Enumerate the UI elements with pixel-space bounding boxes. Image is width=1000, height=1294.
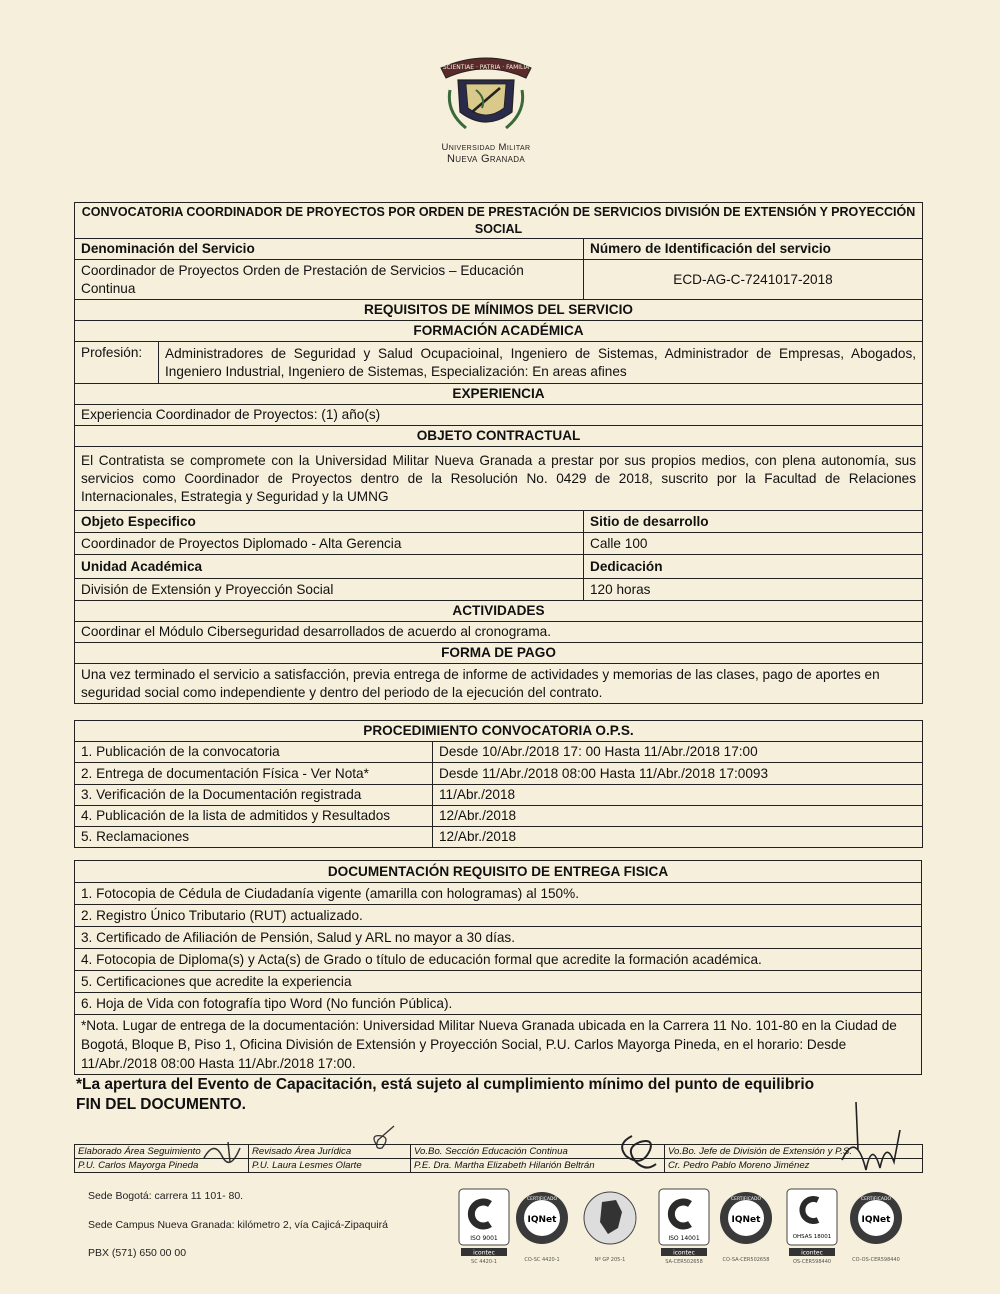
procedimiento-step: 3. Verificación de la Documentación registrada: [75, 785, 433, 806]
experiencia-value: Experiencia Coordinador de Proyectos: (1) año(s): [75, 405, 923, 426]
procedimiento-step: 1. Publicación de la convocatoria: [75, 742, 433, 763]
svg-text:SA-CER502658: SA-CER502658: [665, 1259, 703, 1264]
svg-text:SCIENTIAE · PATRIA · FAMILIA: SCIENTIAE · PATRIA · FAMILIA: [442, 64, 530, 71]
documentacion-item: 2. Registro Único Tributario (RUT) actualizado.: [75, 905, 922, 927]
forma-pago-title: FORMA DE PAGO: [75, 643, 923, 664]
svg-text:IQNet: IQNet: [861, 1215, 891, 1225]
requisitos-title: REQUISITOS DE MÍNIMOS DEL SERVICIO: [75, 300, 923, 321]
icontec-icon: [658, 1188, 710, 1264]
sitio-value: Calle 100: [584, 533, 923, 555]
svg-text:OS-CER598440: OS-CER598440: [792, 1259, 832, 1264]
denominacion-label: Denominación del Servicio: [75, 239, 584, 260]
convocatoria-title: CONVOCATORIA COORDINADOR DE PROYECTOS POR ORDEN DE PRESTACIÓN DE SERVICIOS DIVISIÓN DE EXTENSIÓN Y PROYECCIÓN SOCIAL: [75, 203, 923, 239]
unidad-value: División de Extensión y Proyección Social: [75, 579, 584, 601]
svg-text:IQNet: IQNet: [731, 1215, 761, 1225]
unidad-label: Unidad Académica: [75, 555, 584, 579]
procedimiento-date: 12/Abr./2018: [433, 806, 923, 827]
signature-table: [74, 1144, 923, 1173]
documentacion-table: [74, 860, 922, 1075]
documentacion-title: DOCUMENTACIÓN REQUISITO DE ENTREGA FISICA: [75, 861, 922, 883]
documentacion-item: 6. Hoja de Vida con fotografía tipo Word (No función Pública).: [75, 993, 922, 1015]
svg-text:icontec: icontec: [801, 1249, 823, 1257]
icontec-ohsas-logo: [786, 1188, 838, 1269]
svg-text:CERTIFICADO: CERTIFICADO: [860, 1197, 892, 1202]
svg-text:IQNet: IQNet: [527, 1215, 557, 1225]
icontec-icon: [786, 1188, 838, 1264]
dedicacion-label: Dedicación: [584, 555, 923, 579]
actividades-title: ACTIVIDADES: [75, 601, 923, 622]
closing-line-2: FIN DEL DOCUMENTO.: [76, 1096, 246, 1113]
svg-text:CERTIFICADO: CERTIFICADO: [526, 1197, 558, 1202]
university-logo: [430, 50, 542, 165]
sign-name: Cr. Pedro Pablo Moreno Jiménez: [665, 1159, 923, 1173]
documentacion-item: 3. Certificado de Afiliación de Pensión, Salud y ARL no mayor a 30 días.: [75, 927, 922, 949]
profesion-label: Profesión:: [75, 342, 159, 384]
sign-name: P.U. Carlos Mayorga Pineda: [75, 1159, 249, 1173]
documentacion-item: 1. Fotocopia de Cédula de Ciudadanía vigente (amarilla con hologramas) al 150%.: [75, 883, 922, 905]
sign-role: Elaborado Área Seguimiento: [75, 1145, 249, 1159]
profesion-value: Administradores de Seguridad y Salud Ocupacioinal, Ingeniero de Sistemas, Administrador de Empresas, Abogados, Ingeniero Industrial, Ingeniero de Sistemas, Especialización: En areas afines: [159, 342, 923, 384]
svg-text:icontec: icontec: [473, 1249, 495, 1257]
closing-line-1: *La apertura del Evento de Capacitación, está sujeto al cumplimiento mínimo del punto de equilibrio: [76, 1076, 815, 1093]
svg-text:ISO 9001: ISO 9001: [470, 1235, 498, 1242]
actividades-value: Coordinar el Módulo Ciberseguridad desarrollados de acuerdo al cronograma.: [75, 622, 923, 643]
footer-pbx: PBX (571) 650 00 00: [88, 1247, 187, 1259]
procedimiento-table: [74, 720, 923, 848]
colombia-map-icon: [582, 1188, 638, 1264]
logo-line-2: Nueva Granada: [447, 153, 525, 165]
gp-certification-logo: [582, 1188, 638, 1269]
sign-role: Revisado Área Jurídica: [249, 1145, 411, 1159]
sign-role: Vo.Bo. Sección Educación Continua: [411, 1145, 665, 1159]
objeto-especifico-value: Coordinador de Proyectos Diplomado - Alta Gerencia: [75, 533, 584, 555]
university-crest-icon: [436, 50, 536, 140]
icontec-iso14001-logo: [658, 1188, 710, 1269]
svg-text:Nº GP 205-1: Nº GP 205-1: [594, 1257, 626, 1263]
svg-text:CERTIFICADO: CERTIFICADO: [730, 1197, 762, 1202]
svg-text:ISO 14001: ISO 14001: [668, 1235, 700, 1242]
formacion-title: FORMACIÓN ACADÉMICA: [75, 321, 923, 342]
iqnet-logo-3: [846, 1188, 906, 1269]
procedimiento-title: PROCEDIMIENTO CONVOCATORIA O.P.S.: [75, 721, 923, 742]
icontec-icon: [458, 1188, 510, 1264]
logo-line-1: Universidad Militar: [441, 142, 531, 153]
procedimiento-date: Desde 10/Abr./2018 17: 00 Hasta 11/Abr./2018 17:00: [433, 742, 923, 763]
svg-text:CO-SC 4420-1: CO-SC 4420-1: [524, 1257, 560, 1263]
icontec-iso9001-logo: [458, 1188, 510, 1269]
numero-label: Número de Identificación del servicio: [584, 239, 923, 260]
closing-block: [76, 1075, 814, 1115]
svg-text:SC 4420-1: SC 4420-1: [471, 1259, 497, 1264]
objeto-value: El Contratista se compromete con la Universidad Militar Nueva Granada a prestar por sus propios medios, con plena autonomía, sus servicios como Coordinador de Proyectos dentro de la Resolución No. 0429 de 2018, suscrito por la Facultad de Relaciones Internacionales, Estrategia y Seguridad y la UMNG: [75, 447, 923, 511]
convocatoria-table: [74, 202, 923, 704]
documentacion-item: 5. Certificaciones que acredite la experiencia: [75, 971, 922, 993]
denominacion-value: Coordinador de Proyectos Orden de Prestación de Servicios – Educación Continua: [75, 260, 584, 300]
svg-text:OHSAS 18001: OHSAS 18001: [792, 1234, 832, 1240]
sign-name: P.U. Laura Lesmes Olarte: [249, 1159, 411, 1173]
iqnet-logo-1: [514, 1188, 570, 1269]
procedimiento-step: 4. Publicación de la lista de admitidos y Resultados: [75, 806, 433, 827]
objeto-title: OBJETO CONTRACTUAL: [75, 426, 923, 447]
forma-pago-value: Una vez terminado el servicio a satisfacción, previa entrega de informe de actividades y memorias de las clases, pago de aportes en seguridad social como independiente y dentro del periodo de la ejecución del contrato.: [75, 664, 923, 704]
iqnet-icon: [846, 1188, 906, 1264]
experiencia-title: EXPERIENCIA: [75, 384, 923, 405]
iqnet-icon: [514, 1188, 570, 1264]
svg-text:CO-SA-CER502658: CO-SA-CER502658: [722, 1257, 770, 1263]
procedimiento-date: 12/Abr./2018: [433, 827, 923, 848]
footer-sede: Sede Bogotá: carrera 11 101- 80.: [88, 1190, 244, 1202]
svg-text:CO-OS-CER598440: CO-OS-CER598440: [852, 1257, 900, 1263]
documentacion-item: 4. Fotocopia de Diploma(s) y Acta(s) de Grado o título de educación formal que acredite la formación académica.: [75, 949, 922, 971]
iqnet-logo-2: [718, 1188, 774, 1269]
numero-value: ECD-AG-C-7241017-2018: [584, 260, 923, 300]
sign-name: P.E. Dra. Martha Elizabeth Hilarión Beltrán: [411, 1159, 665, 1173]
sitio-label: Sitio de desarrollo: [584, 511, 923, 533]
svg-text:icontec: icontec: [673, 1249, 695, 1257]
documentacion-nota: *Nota. Lugar de entrega de la documentación: Universidad Militar Nueva Granada ubicada en la Carrera 11 No. 101-80 en la Ciudad de Bogotá, Bloque B, Piso 1, Oficina División de Extensión y Proyección Social, P.U. Carlos Mayorga Pineda, en el horario: Desde 11/Abr./2018 08:00 Hasta 11/Abr./2018 17:00.: [75, 1015, 922, 1075]
footer-campus: Sede Campus Nueva Granada: kilómetro 2, vía Cajicá-Zipaquirá: [88, 1219, 388, 1231]
procedimiento-step: 5. Reclamaciones: [75, 827, 433, 848]
dedicacion-value: 120 horas: [584, 579, 923, 601]
procedimiento-step: 2. Entrega de documentación Física - Ver Nota*: [75, 763, 433, 785]
sign-role: Vo.Bo. Jefe de División de Extensión y P.S.: [665, 1145, 923, 1159]
iqnet-icon: [718, 1188, 774, 1264]
objeto-especifico-label: Objeto Especifico: [75, 511, 584, 533]
procedimiento-date: 11/Abr./2018: [433, 785, 923, 806]
procedimiento-date: Desde 11/Abr./2018 08:00 Hasta 11/Abr./2018 17:0093: [433, 763, 923, 785]
